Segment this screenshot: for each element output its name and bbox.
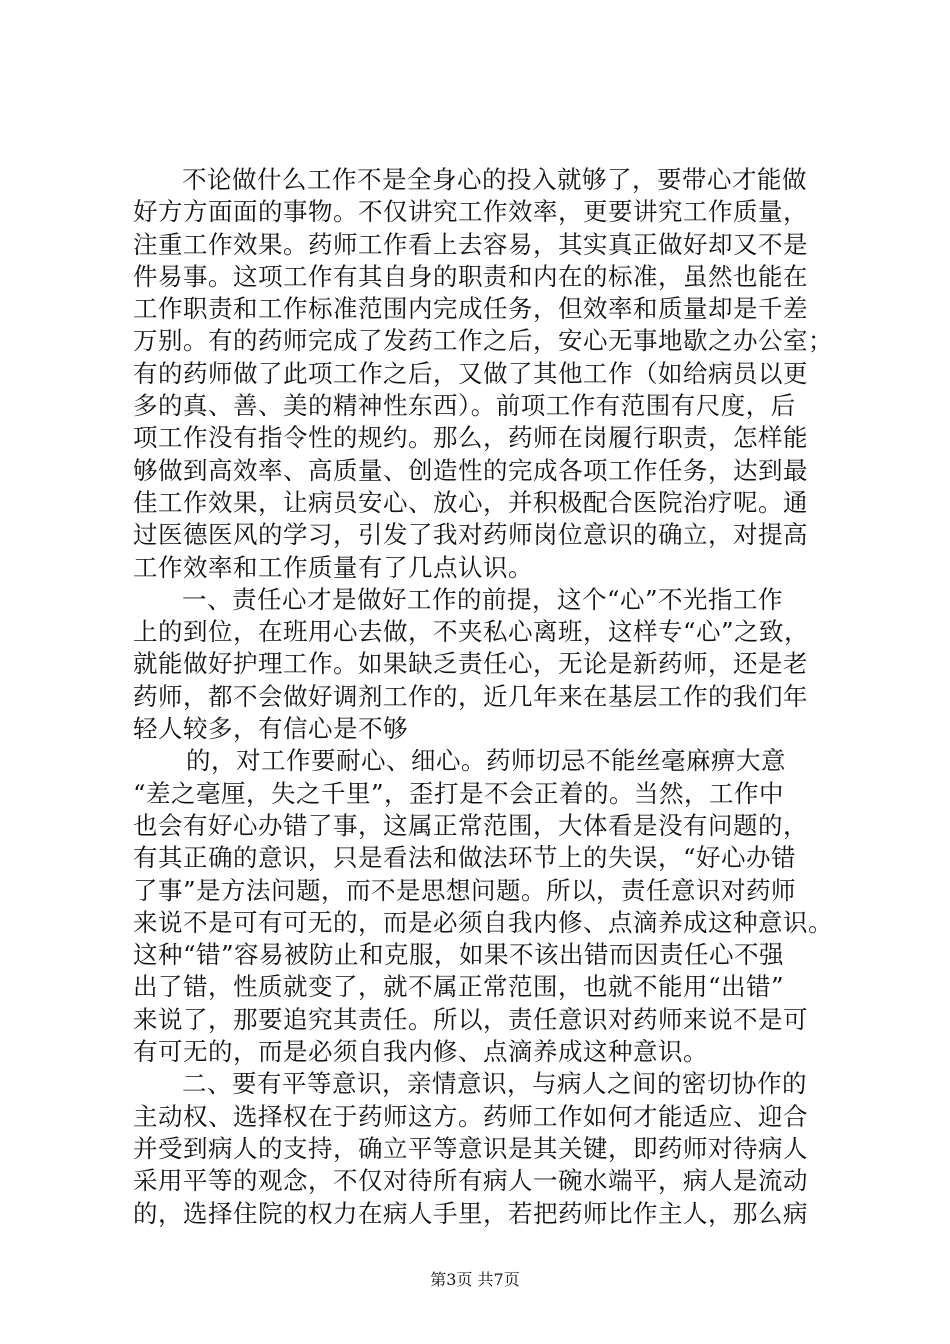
text-line: 有可无的，而是必须自我内修、点滴养成这种意识。 <box>133 1037 708 1067</box>
text-line: 工作职责和工作标准范围内完成任务，但效率和质量却是千差 <box>133 294 808 324</box>
text-line: 轻人较多，有信心是不够 <box>133 714 408 744</box>
text-line: 来说不是可有可无的，而是必须自我内修、点滴养成这种意识。 <box>133 907 833 937</box>
text-line: 这种“错”容易被防止和克服，如果不该出错而因责任心不强 <box>133 940 785 970</box>
text-line: 采用平等的观念，不仅对待所有病人一碗水端平，病人是流动 <box>133 1166 808 1196</box>
text-line: 项工作没有指令性的规约。那么，药师在岗履行职责，怎样能 <box>133 423 808 453</box>
page-number-footer: 第3页 共7页 <box>430 1270 520 1289</box>
text-line: 不论做什么工作不是全身心的投入就够了，要带心才能做 <box>182 165 807 194</box>
text-line: 够做到高效率、高质量、创造性的完成各项工作任务，达到最 <box>133 455 808 485</box>
text-line: 就能做好护理工作。如果缺乏责任心，无论是新药师，还是老 <box>133 649 808 679</box>
text-line: 二、要有平等意识，亲情意识，与病人之间的密切协作的 <box>182 1069 807 1099</box>
text-line: 也会有好心办错了事，这属正常范围，大体看是没有问题的， <box>133 810 808 840</box>
text-line: 工作效率和工作质量有了几点认识。 <box>133 552 533 582</box>
text-line: 的，选择住院的权力在病人手里，若把药师比作主人，那么病 <box>133 1198 808 1228</box>
text-line: 一、责任心才是做好工作的前提，这个“心”不光指工作 <box>182 584 784 614</box>
text-line: 药师，都不会做好调剂工作的，近几年来在基层工作的我们年 <box>133 681 808 711</box>
text-line: “差之毫厘，失之千里”，歪打是不会正着的。当然，工作中 <box>133 778 785 808</box>
text-line: 佳工作效果，让病员安心、放心，并积极配合医院治疗呢。通 <box>133 487 808 517</box>
text-line: 来说了，那要追究其责任。所以，责任意识对药师来说不是可 <box>133 1004 808 1034</box>
text-line: 了事”是方法问题，而不是思想问题。所以，责任意识对药师 <box>133 875 797 905</box>
text-line: 过医德医风的学习，引发了我对药师岗位意识的确立，对提高 <box>133 520 808 550</box>
text-line: 的，对工作要耐心、细心。药师切忌不能丝毫麻痹大意 <box>186 746 786 776</box>
text-line: 出了错，性质就变了，就不属正常范围，也就不能用“出错” <box>133 972 785 1002</box>
text-line: 注重工作效果。药师工作看上去容易，其实真正做好却又不是 <box>133 229 808 259</box>
body-text <box>133 164 833 1230</box>
text-line: 多的真、善、美的精神性东西）。前项工作有范围有尺度，后 <box>133 391 796 421</box>
text-line: 并受到病人的支持，确立平等意识是其关键，即药师对待病人 <box>133 1133 808 1163</box>
text-line: 好方方面面的事物。不仅讲究工作效率，更要讲究工作质量， <box>133 197 808 227</box>
text-line: 上的到位，在班用心去做，不夹私心离班，这样专“心”之致， <box>133 617 810 647</box>
text-line: 件易事。这项工作有其自身的职责和内在的标准，虽然也能在 <box>133 261 808 291</box>
text-line: 主动权、选择权在于药师这方。药师工作如何才能适应、迎合 <box>133 1101 808 1131</box>
text-line: 有其正确的意识，只是看法和做法环节上的失误，“好心办错 <box>133 843 797 873</box>
text-line: 万别。有的药师完成了发药工作之后，安心无事地歇之办公室； <box>133 326 833 356</box>
text-line: 有的药师做了此项工作之后，又做了其他工作（如给病员以更 <box>133 358 808 388</box>
